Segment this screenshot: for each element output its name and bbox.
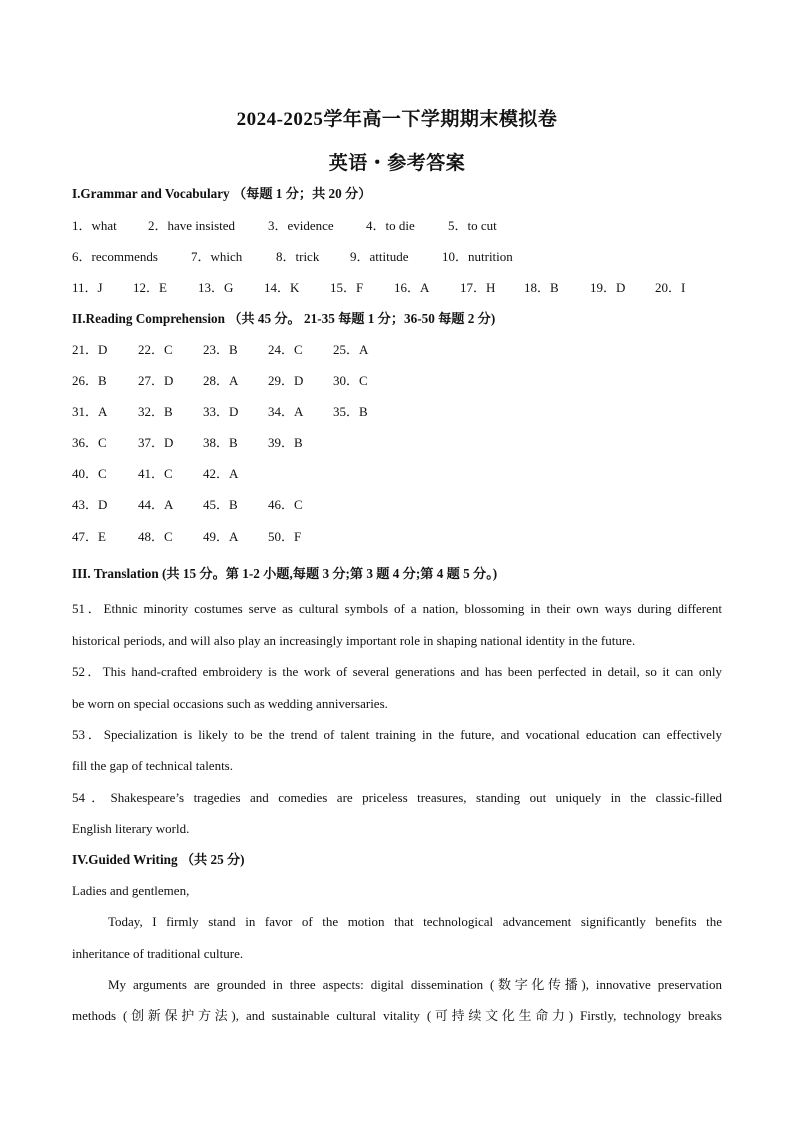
answer-item: 32．B [138, 404, 173, 419]
answer-item: 29．D [268, 373, 304, 388]
answer-item: 42．A [203, 466, 239, 481]
page-subtitle: 英语・参考答案 [328, 153, 466, 174]
answer-row [72, 373, 393, 389]
answer-item: 30．C [333, 373, 368, 388]
essay-line: inheritance of traditional culture. [72, 946, 244, 961]
answer-item: 11．J [72, 280, 103, 295]
answer-item: 38．B [203, 435, 238, 450]
translation-line: 51．Ethnic minority costumes serve as cultural symbols of a nation, blossoming in their own ways during different [72, 601, 722, 616]
translation-line: 54．Shakespeare’s tragedies and comedies are priceless treasures, standing out uniquely in the classic-filled [72, 790, 722, 805]
answer-item: 1．what [72, 218, 117, 233]
answer-item: 25．A [333, 342, 369, 357]
answer-item: 41．C [138, 466, 173, 481]
answer-item: 5．to cut [448, 218, 497, 233]
answer-item: 37．D [138, 435, 174, 450]
essay-line: Ladies and gentlemen, [72, 883, 190, 898]
answer-item: 40．C [72, 466, 107, 481]
answer-item: 4．to die [366, 218, 415, 233]
page-title: 2024-2025学年高一下学期期末模拟卷 [236, 109, 558, 130]
section-heading-translation: III. Translation (共 15 分。第 1-2 小题,每题 3 分;第 3 题 4 分;第 4 题 5 分。) [72, 566, 498, 581]
answer-item: 48．C [138, 529, 173, 544]
answer-row [72, 249, 532, 265]
answer-item: 36．C [72, 435, 107, 450]
answer-item: 2．have insisted [148, 218, 236, 233]
translation-line: fill the gap of technical talents. [72, 758, 233, 773]
translation-line: 52．This hand-crafted embroidery is the work of several generations and has been perfected in detail, so it can only [72, 664, 722, 679]
translation-line: historical periods, and will also play an increasingly important role in shaping national identity in the future. [72, 633, 636, 648]
answer-item: 14．K [264, 280, 300, 295]
answer-item: 31．A [72, 404, 108, 419]
answer-item: 39．B [268, 435, 303, 450]
answer-item: 28．A [203, 373, 239, 388]
answer-item: 19．D [590, 280, 626, 295]
answer-row [72, 529, 328, 545]
answer-row [72, 342, 393, 358]
answer-item: 18．B [524, 280, 559, 295]
answer-item: 44．A [138, 497, 174, 512]
answer-item: 47．E [72, 529, 106, 544]
answer-item: 22．C [138, 342, 173, 357]
answer-item: 33．D [203, 404, 239, 419]
section-heading-reading: II.Reading Comprehension （共 45 分。 21-35 每题 1 分；36-50 每题 2 分) [72, 311, 496, 326]
answer-item: 17．H [460, 280, 496, 295]
answer-item: 35．B [333, 404, 368, 419]
answer-item: 9．attitude [350, 249, 409, 264]
answer-item: 23．B [203, 342, 238, 357]
answer-item: 49．A [203, 529, 239, 544]
answer-item: 8．trick [276, 249, 320, 264]
answer-item: 13．G [198, 280, 234, 295]
essay-line: methods (创新保护方法), and sustainable cultural vitality (可持续文化生命力) Firstly, technology breaks [72, 1008, 722, 1023]
answer-item: 6．recommends [72, 249, 158, 264]
answer-row [72, 435, 328, 451]
essay-line: My arguments are grounded in three aspects: digital dissemination (数字化传播), innovative preservation [108, 977, 722, 992]
section-heading-writing: IV.Guided Writing （共 25 分) [72, 852, 245, 867]
section-heading-grammar: I.Grammar and Vocabulary （每题 1 分；共 20 分） [72, 186, 372, 201]
answer-item: 26．B [72, 373, 107, 388]
answer-row [72, 280, 695, 296]
answer-item: 3．evidence [268, 218, 334, 233]
answer-row [72, 466, 263, 482]
answer-row [72, 218, 528, 234]
answer-item: 10．nutrition [442, 249, 513, 264]
essay-line: Today, I firmly stand in favor of the motion that technological advancement significantly benefits the [108, 914, 722, 929]
answer-item: 43．D [72, 497, 108, 512]
answer-item: 16．A [394, 280, 430, 295]
answer-item: 50．F [268, 529, 302, 544]
answer-item: 46．C [268, 497, 303, 512]
answer-item: 20．I [655, 280, 686, 295]
translation-line: be worn on special occasions such as wedding anniversaries. [72, 696, 388, 711]
answer-item: 15．F [330, 280, 364, 295]
translation-line: 53．Specialization is likely to be the trend of talent training in the future, and vocational education can effectively [72, 727, 722, 742]
answer-item: 34．A [268, 404, 304, 419]
answer-item: 27．D [138, 373, 174, 388]
answer-item: 12．E [133, 280, 167, 295]
answer-item: 24．C [268, 342, 303, 357]
answer-item: 7．which [191, 249, 243, 264]
answer-row [72, 497, 328, 513]
answer-item: 21．D [72, 342, 108, 357]
answer-row [72, 404, 393, 420]
translation-line: English literary world. [72, 821, 190, 836]
answer-item: 45．B [203, 497, 238, 512]
